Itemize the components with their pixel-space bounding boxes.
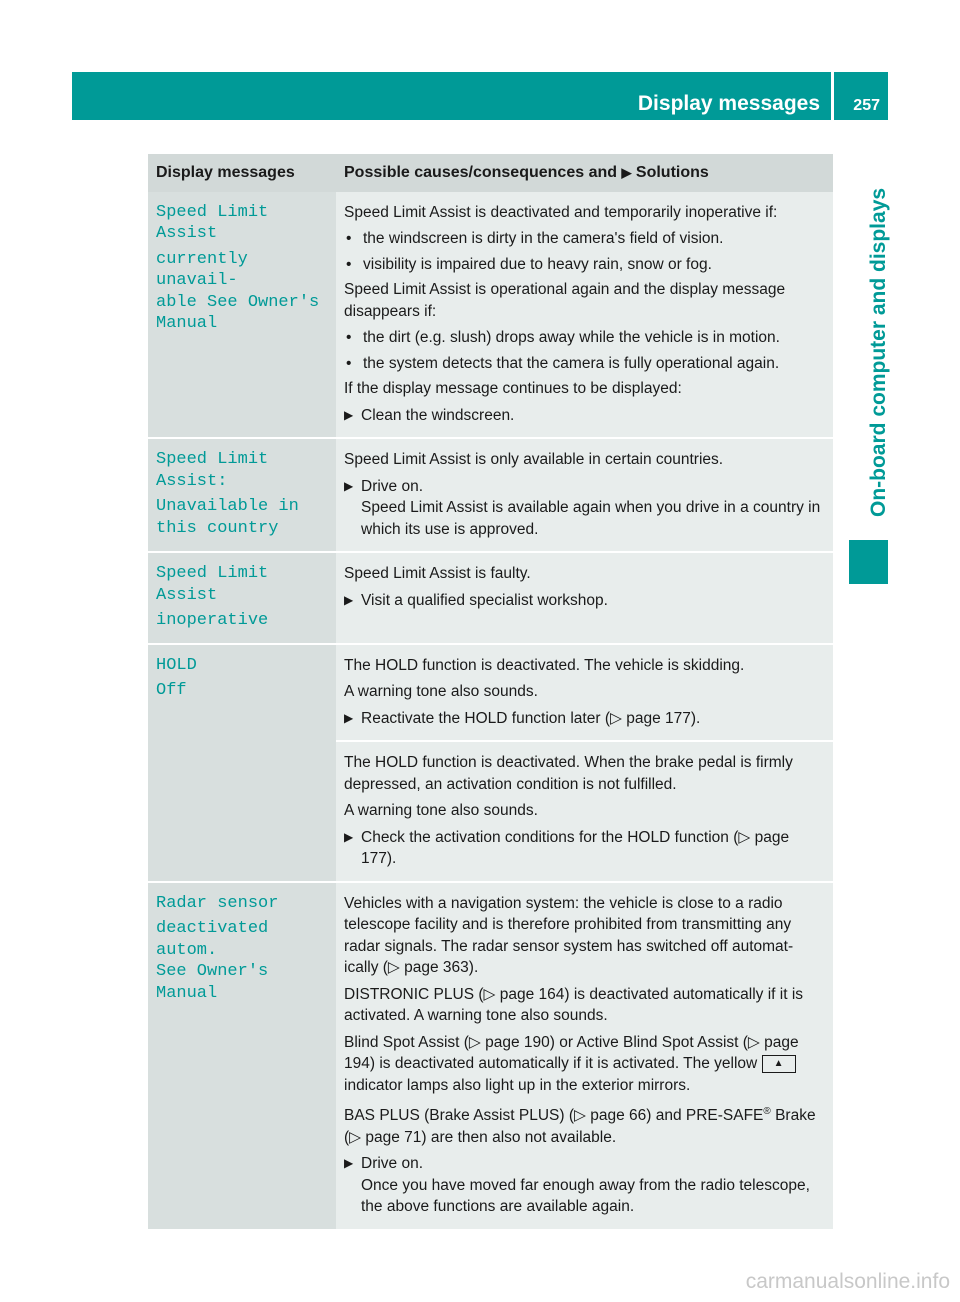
action-text: Visit a qualified specialist workshop. (361, 591, 608, 609)
column-header-causes-text: Possible causes/consequences and (344, 164, 622, 181)
display-message-text: See Owner's Manual (156, 962, 269, 1003)
cause-text: Brake (▷ page 71) are then also not available. (344, 1107, 816, 1146)
action-step (344, 1153, 825, 1218)
bullet-icon: • (346, 354, 352, 372)
cause-paragraph: The HOLD function is deactivated. The vehicle is skidding. (344, 656, 745, 674)
cause-paragraph (344, 1032, 825, 1097)
registered-mark: ® (763, 1106, 771, 1117)
message-cell (148, 438, 336, 552)
action-text: Clean the windscreen. (361, 406, 515, 424)
column-header-solutions-text: Solutions (635, 164, 709, 181)
action-arrow-icon: ▶ (621, 165, 632, 180)
cause-paragraph: A warning tone also sounds. (344, 802, 538, 819)
message-cell (148, 882, 336, 1230)
message-cell (148, 192, 336, 439)
message-cell (148, 552, 336, 644)
cause-text: indicator lamps also light up in the exterior mirrors. (344, 1076, 691, 1094)
cause-paragraph: Speed Limit Assist is faulty. (344, 565, 531, 582)
action-result-text: Speed Limit Assist is available again when you drive in a country in which its use is approved. (361, 499, 821, 538)
cause-paragraph: Speed Limit Assist is only available in certain countries. (344, 451, 724, 468)
cause-paragraph: DISTRONIC PLUS (▷ page 164) is deactivated automatically if it is activated. A warning tone also sounds. (344, 985, 804, 1024)
action-arrow-icon: ▶ (344, 829, 354, 844)
cause-paragraph: The HOLD function is deactivated. When the brake pedal is firmly depressed, an activation condition is not fulfilled. (344, 754, 793, 793)
solution-cell (336, 741, 833, 882)
action-text: Check the activation conditions for the HOLD function (▷ page 177). (361, 828, 790, 867)
display-message-text: Speed Limit Assist (156, 564, 269, 605)
solution-cell (336, 644, 833, 742)
table-row (148, 192, 833, 439)
display-message-text: Manual (156, 314, 218, 333)
blind-spot-warning-icon: ▲ (762, 1055, 796, 1073)
display-message-text: this country (156, 518, 279, 538)
table-row (148, 438, 833, 552)
table-row (148, 882, 833, 1230)
display-message-text: Radar sensor (156, 893, 279, 913)
cause-paragraph (344, 1101, 825, 1148)
display-messages-table (148, 154, 833, 1231)
bullet-text: the windscreen is dirty in the camera's field of vision. (363, 230, 724, 247)
solution-cell (336, 192, 833, 439)
watermark-text: carmanualsonline.info (745, 1270, 950, 1293)
action-result-text: Once you have moved far enough away from the radio telescope, the above functions are available again. (361, 1176, 810, 1216)
display-message-text: able See Owner's (156, 292, 320, 312)
display-message-text: Speed Limit Assist (156, 202, 269, 243)
table-header-row (148, 154, 833, 192)
message-cell (148, 644, 336, 882)
cause-paragraph: If the display message continues to be displayed: (344, 380, 682, 397)
chapter-marker-square (849, 540, 888, 584)
cause-paragraph: Vehicles with a navigation system: the vehicle is close to a radio telescope facility and is therefore prohibited from transmitting any radar signals. The radar sensor system has switched off automat‐ ically (▷ page 363). (344, 894, 794, 976)
column-header-causes-solutions (336, 154, 833, 192)
table-row (148, 552, 833, 644)
page-header-bar (72, 72, 888, 120)
page-number: 257 (853, 97, 880, 114)
bullet-icon: • (346, 329, 352, 346)
display-message-text: currently unavail‐ (156, 249, 248, 290)
chapter-side-tab (849, 120, 888, 584)
display-message-text: Speed Limit Assist: (156, 450, 269, 491)
action-text-block (361, 1153, 825, 1218)
page-section-title: Display messages (637, 92, 820, 115)
solution-cell (336, 552, 833, 644)
cause-text: Blind Spot Assist (▷ page 190) or Active Blind Spot Assist (▷ page 194) is deactivated automatically if it is activated. The yellow (344, 1033, 799, 1072)
bullet-text: the dirt (e.g. slush) drops away while the vehicle is in motion. (363, 329, 780, 346)
action-step (344, 827, 825, 870)
cause-paragraph: Speed Limit Assist is deactivated and temporarily inoperative if: (344, 203, 778, 221)
action-step (344, 476, 825, 541)
cause-paragraph: A warning tone also sounds. (344, 683, 538, 700)
action-arrow-icon: ▶ (344, 1156, 354, 1171)
action-text: Reactivate the HOLD function later (▷ page 177). (361, 709, 701, 727)
solution-cell (336, 438, 833, 552)
bullet-icon: • (346, 255, 352, 273)
column-header-display-messages: Display messages (148, 154, 336, 192)
bullet-text: visibility is impaired due to heavy rain, snow or fog. (363, 255, 712, 273)
cause-text: BAS PLUS (Brake Assist PLUS) (▷ page 66) and PRE-SAFE (344, 1107, 764, 1125)
bullet-item (344, 228, 825, 250)
action-step (344, 405, 825, 427)
bullet-item (344, 327, 825, 349)
display-message-text: HOLD (156, 655, 197, 675)
bullet-icon: • (346, 230, 352, 247)
table-row (148, 644, 833, 742)
action-arrow-icon: ▶ (344, 478, 354, 493)
bullet-item (344, 254, 825, 276)
action-text: Drive on. (361, 1155, 424, 1173)
display-message-text: Unavailable in (156, 497, 299, 516)
solution-cell (336, 882, 833, 1230)
action-step (344, 708, 825, 730)
cause-paragraph: Speed Limit Assist is operational again and the display message disappears if: (344, 281, 786, 320)
action-text: Drive on. (361, 477, 424, 495)
bullet-text: the system detects that the camera is fully operational again. (363, 354, 780, 372)
chapter-side-label: On-board computer and displays (867, 187, 890, 517)
display-message-text: inoperative (156, 611, 269, 630)
action-text-block (361, 476, 825, 541)
action-arrow-icon: ▶ (344, 710, 354, 725)
bullet-item (344, 353, 825, 375)
display-message-text: Off (156, 681, 187, 700)
action-arrow-icon: ▶ (344, 592, 354, 607)
header-divider (831, 72, 834, 120)
action-step (344, 590, 825, 612)
display-message-text: deactivated autom. (156, 919, 269, 960)
action-arrow-icon: ▶ (344, 407, 354, 422)
